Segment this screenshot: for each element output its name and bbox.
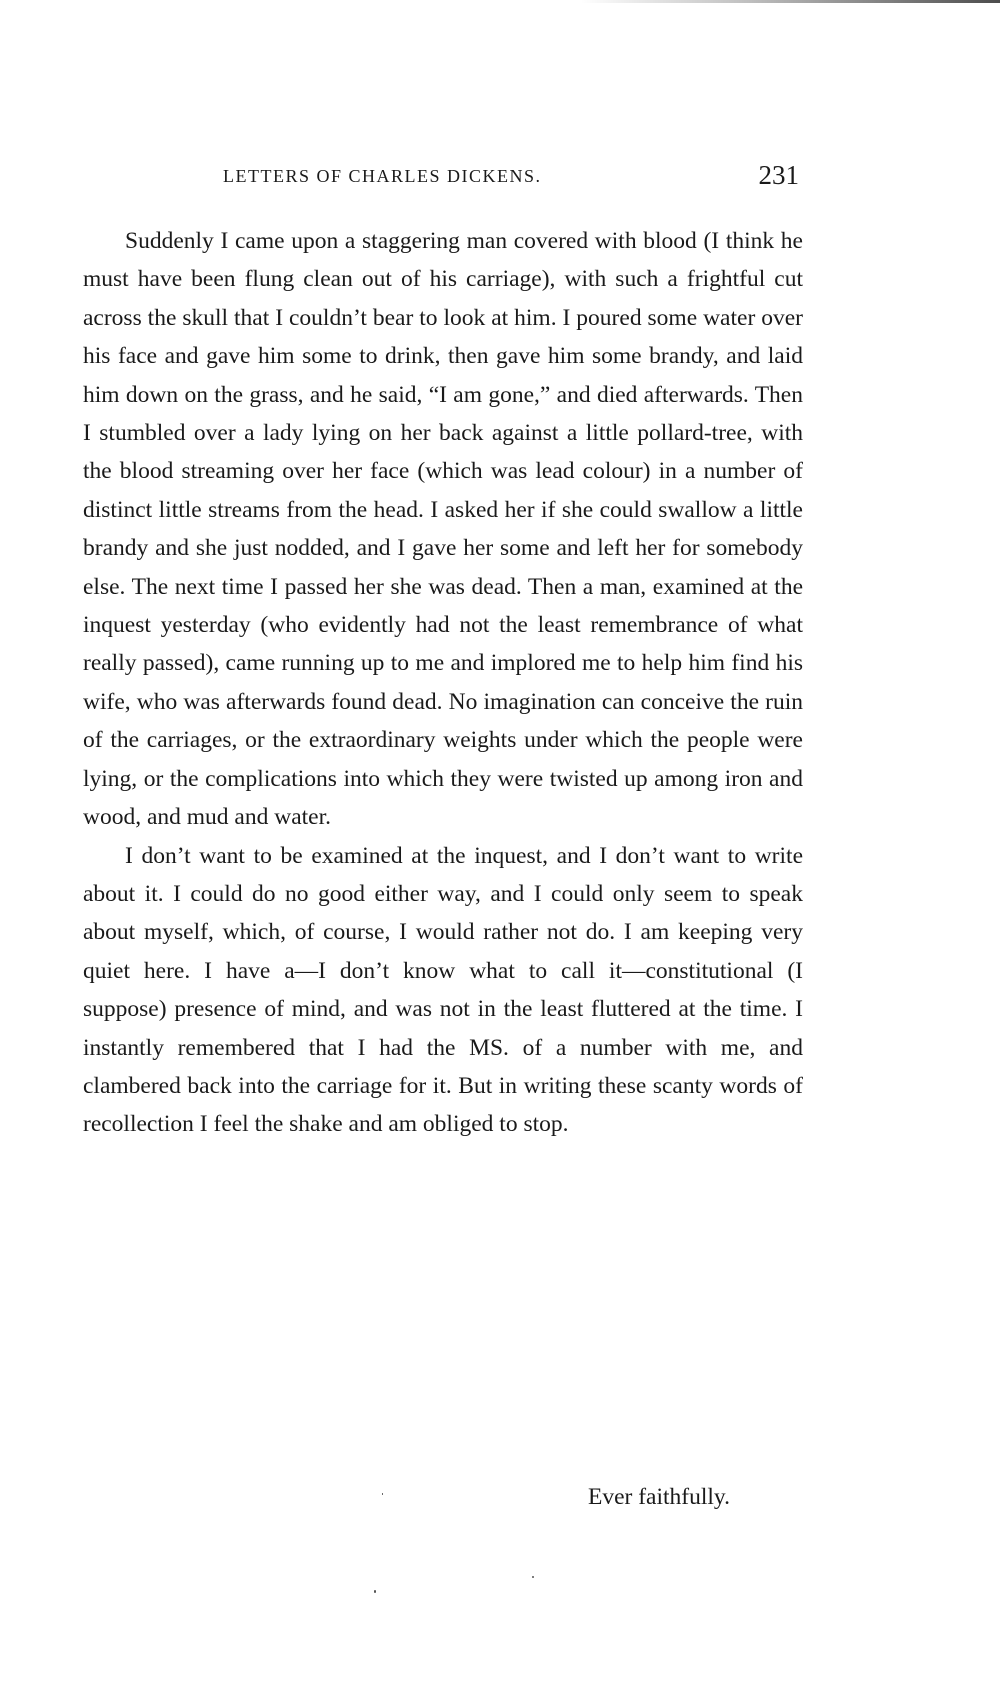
ink-speck bbox=[374, 1590, 376, 1593]
running-title: LETTERS OF CHARLES DICKENS. bbox=[223, 166, 542, 186]
page-number: 231 bbox=[758, 160, 799, 190]
paragraph-1: Suddenly I came upon a staggering man covered with blood (I think he must have been flung clean out of his carriage), with such a frightful cut across the skull that I couldn’t bear to look at him. I poured some water over his face and gave him some to drink, then gave him some brandy, and laid him down on the grass, and he said, “I am gone,” and died afterwards. Then I stumbled over a lady lying on her back against a little pollard-tree, with the blood streaming over her face (which was lead colour) in a number of distinct little streams from the head. I asked her if she could swallow a little brandy and she just nodded, and I gave her some and left her for somebody else. The next time I passed her she was dead. Then a man, examined at the inquest yesterday (who evidently had not the least remembrance of what really passed), came running up to me and implored me to help him find his wife, who was afterwards found dead. No imagination can conceive the ruin of the carriages, or the extraordinary weights under which the people were lying, or the complications into which they were twisted up among iron and wood, and mud and water. bbox=[83, 228, 803, 831]
ink-speck bbox=[382, 1493, 383, 1495]
letter-closing: Ever faithfully. bbox=[588, 1484, 731, 1510]
paragraph-2: I don’t want to be examined at the inquest, and I don’t want to write about it. I could do no good either way, and I could only seem to speak about myself, which, of course, I would rather not do. I am keeping very quiet here. I have a—I don’t know what to call it—constitutional (I suppose) presence of mind, and was not in the least fluttered at the time. I instantly remembered that I had the MS. of a number with me, and clambered back into the carriage for it. But in writing these scanty words of recollection I feel the shake and am obliged to stop. bbox=[83, 842, 803, 1138]
scan-edge-artifact bbox=[580, 0, 1000, 3]
running-head bbox=[83, 160, 799, 196]
letter-body bbox=[83, 222, 803, 1144]
ink-speck bbox=[532, 1576, 534, 1578]
